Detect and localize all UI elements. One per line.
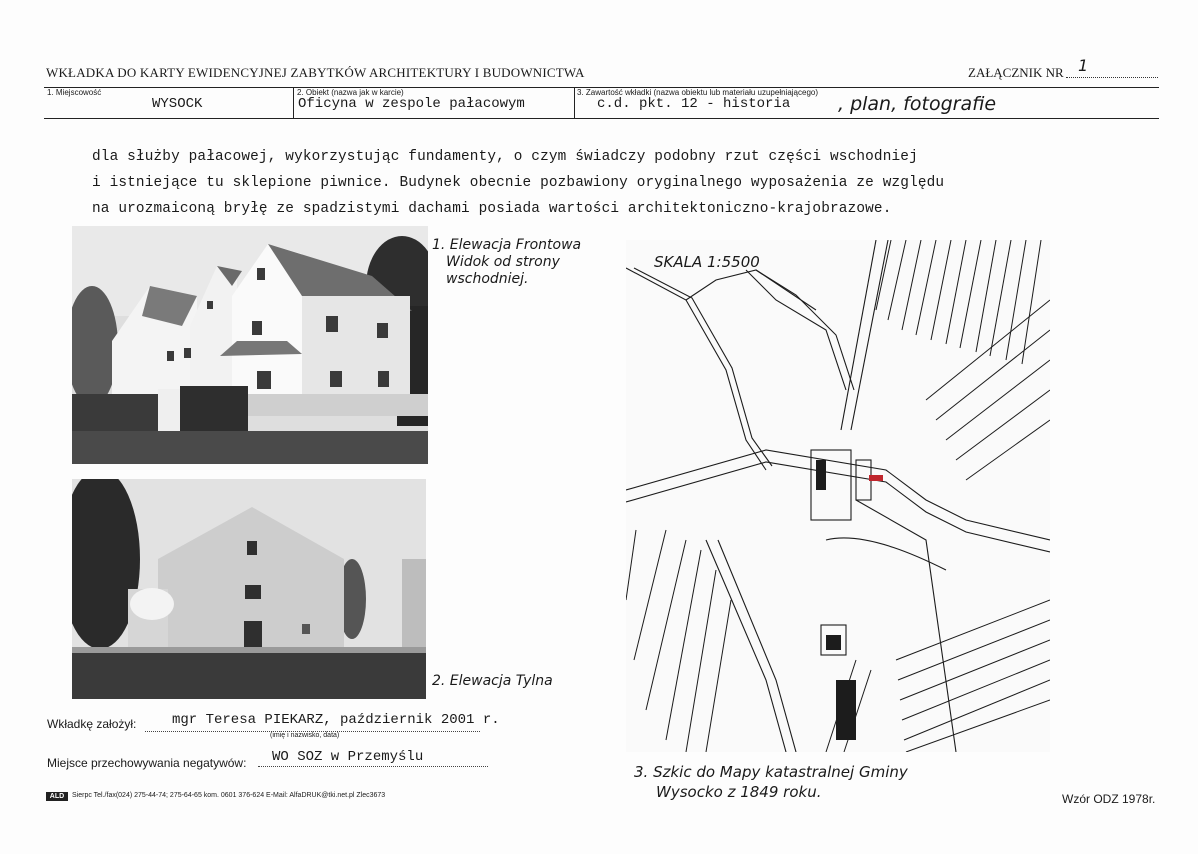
caption-photo-1-line-2: Widok od strony — [446, 254, 560, 270]
front-elevation-image — [72, 226, 428, 464]
photo-rear-elevation — [72, 479, 426, 699]
caption-map — [634, 762, 908, 802]
caption-photo-1-line-1: 1. Elewacja Frontowa — [432, 237, 582, 253]
field-locality-label: 1. Miejscowość — [47, 88, 102, 97]
field-object-label: 2. Obiekt (nazwa jak w karcie) — [297, 88, 404, 97]
caption-map-line-2: Wysocko z 1849 roku. — [656, 783, 822, 801]
caption-photo-1 — [432, 237, 581, 288]
founded-label: Wkładkę założył: — [47, 717, 137, 731]
printer-info: Sierpc Tel./fax(024) 275-44-74; 275-64-65 kom. 0601 376-624 E-Mail: AlfaDRUK@tki.net.pl Zlec3673 — [72, 792, 386, 799]
body-line-3: na urozmaiconą bryłę ze spadzistymi dachami posiada wartości architektoniczno-krajobrazowe. — [92, 201, 892, 217]
negatives-value: WO SOZ w Przemyślu — [272, 749, 424, 765]
cadastral-map-image — [626, 240, 1050, 752]
printer-logo: ALD — [46, 792, 68, 801]
header-bottom-rule — [44, 118, 1159, 119]
field-content-label: 3. Zawartość wkładki (nazwa obiektu lub materiału uzupełniającego) — [577, 88, 819, 97]
field-content-handwritten: , plan, fotografie — [838, 93, 997, 115]
cadastral-map — [626, 240, 1050, 752]
field-object-value: Oficyna w zespole pałacowym — [298, 96, 525, 112]
map-scale-label: SKALA 1:5500 — [654, 253, 760, 271]
caption-photo-2: 2. Elewacja Tylna — [432, 673, 553, 689]
negatives-dotted-line — [258, 766, 488, 767]
body-line-2: i istniejące tu sklepione piwnice. Budynek obecnie pozbawiony oryginalnego wyposażenia ze względu — [92, 175, 945, 191]
founded-value: mgr Teresa PIEKARZ, październik 2001 r. — [172, 712, 500, 728]
caption-map-line-1: 3. Szkic do Mapy katastralnej Gminy — [634, 763, 908, 781]
photo-front-elevation — [72, 226, 428, 464]
form-title: WKŁADKA DO KARTY EWIDENCYJNEJ ZABYTKÓW ARCHITEKTURY I BUDOWNICTWA — [46, 65, 585, 80]
negatives-label: Miejsce przechowywania negatywów: — [47, 756, 247, 770]
rear-elevation-image — [72, 479, 426, 699]
field-content-value: c.d. pkt. 12 - historia — [597, 96, 791, 112]
caption-photo-1-line-3: wschodniej. — [446, 271, 529, 287]
field-divider-2 — [574, 87, 575, 118]
founded-hint: (imię i nazwisko, data) — [270, 732, 340, 739]
annex-label: ZAŁĄCZNIK NR — [968, 65, 1064, 80]
field-locality-value: WYSOCK — [152, 96, 203, 112]
annex-number: 1 — [1078, 56, 1089, 75]
field-divider-1 — [293, 87, 294, 118]
body-line-1: dla służby pałacowej, wykorzystując fundamenty, o czym świadczy podobny rzut części wschodniej — [92, 149, 918, 165]
annex-dotted-line — [1066, 77, 1158, 78]
form-id: Wzór ODZ 1978r. — [1062, 792, 1156, 806]
map-location-marker — [869, 475, 883, 481]
